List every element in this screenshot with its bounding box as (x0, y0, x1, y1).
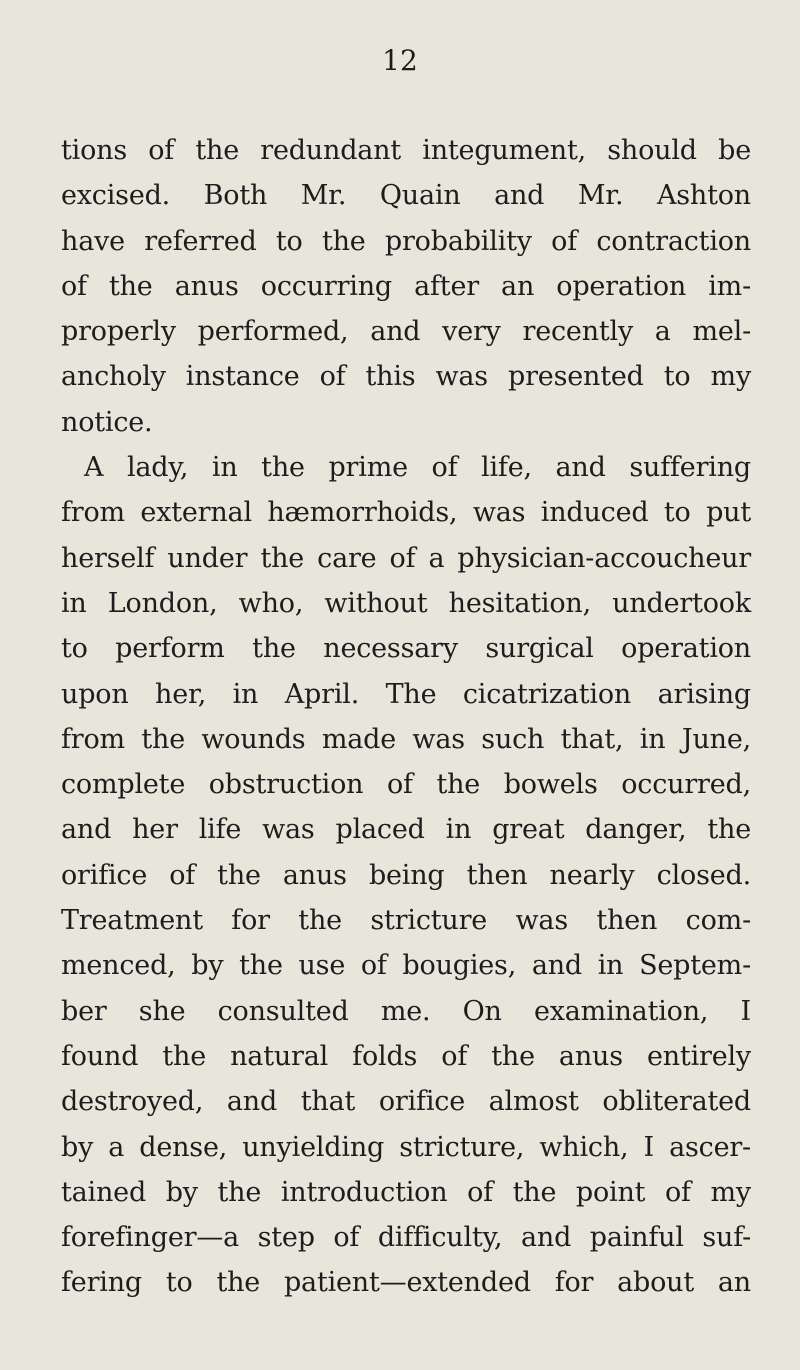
text-line: orifice of the anus being then nearly closed. (61, 859, 751, 891)
text-line: ancholy instance of this was presented to my (61, 361, 751, 393)
text-line: Treatment for the stricture was then com- (61, 905, 751, 937)
text-line: to perform the necessary surgical operation (61, 633, 751, 665)
text-line: herself under the care of a physician-accoucheur (61, 542, 751, 574)
text-line: and her life was placed in great danger, the (61, 814, 751, 846)
text-line: complete obstruction of the bowels occurred, (61, 769, 751, 801)
text-line: have referred to the probability of contraction (61, 225, 751, 257)
text-line: fering to the patient—extended for about an (61, 1267, 751, 1299)
text-line: tained by the introduction of the point of my (61, 1176, 751, 1208)
text-line: of the anus occurring after an operation im- (61, 270, 751, 302)
text-line: properly performed, and very recently a mel- (61, 316, 751, 348)
paragraph-start-line: A lady, in the prime of life, and suffering (84, 452, 751, 484)
text-line: upon her, in April. The cicatrization arising (61, 678, 751, 710)
text-line: found the natural folds of the anus entirely (61, 1040, 751, 1072)
text-line: excised. Both Mr. Quain and Mr. Ashton (61, 180, 751, 212)
text-line: in London, who, without hesitation, undertook (61, 587, 751, 619)
page-number: 12 (382, 44, 418, 77)
text-line: destroyed, and that orifice almost obliterated (61, 1086, 751, 1118)
text-line: from external hæmorrhoids, was induced to put (61, 497, 751, 529)
text-line: tions of the redundant integument, should be (61, 135, 751, 166)
text-line: notice. (61, 406, 153, 438)
text-line: from the wounds made was such that, in June, (61, 723, 751, 755)
text-line: by a dense, unyielding stricture, which, I ascer- (61, 1131, 751, 1163)
text-line: forefinger—a step of difficulty, and painful suf- (61, 1222, 751, 1254)
text-line: menced, by the use of bougies, and in Septem- (61, 950, 751, 982)
text-line: ber she consulted me. On examination, I (61, 995, 751, 1027)
body-text (61, 128, 751, 1306)
